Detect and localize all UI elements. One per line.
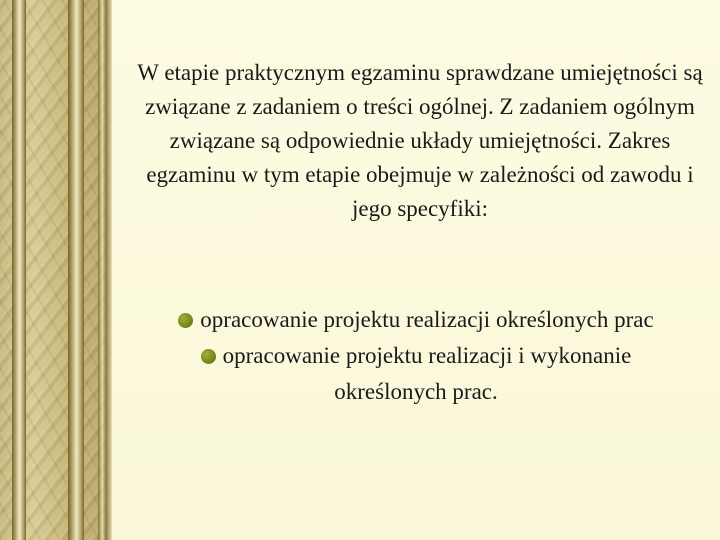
bullet-list (112, 302, 720, 410)
border-pillar (98, 0, 106, 540)
border-pillar (68, 0, 84, 540)
list-item (112, 338, 720, 410)
list-item (112, 302, 720, 338)
bullet-icon (178, 313, 193, 328)
bullet-text: opracowanie projektu realizacji i wykonanie określonych prac. (222, 343, 632, 404)
bullet-text: opracowanie projektu realizacji określonych prac (200, 307, 654, 332)
slide-content (112, 0, 720, 540)
border-pillar (12, 0, 26, 540)
decorative-border (0, 0, 112, 540)
bullet-icon (201, 349, 216, 364)
intro-paragraph: W etapie praktycznym egzaminu sprawdzane umiejętności są związane z zadaniem o treści ogólnej. Z zadaniem ogólnym związane są odpowiednie układy umiejętności. Zakres egzaminu w tym etapie obejmuje w zależności od zawodu i jego specyfiki: (137, 60, 703, 221)
